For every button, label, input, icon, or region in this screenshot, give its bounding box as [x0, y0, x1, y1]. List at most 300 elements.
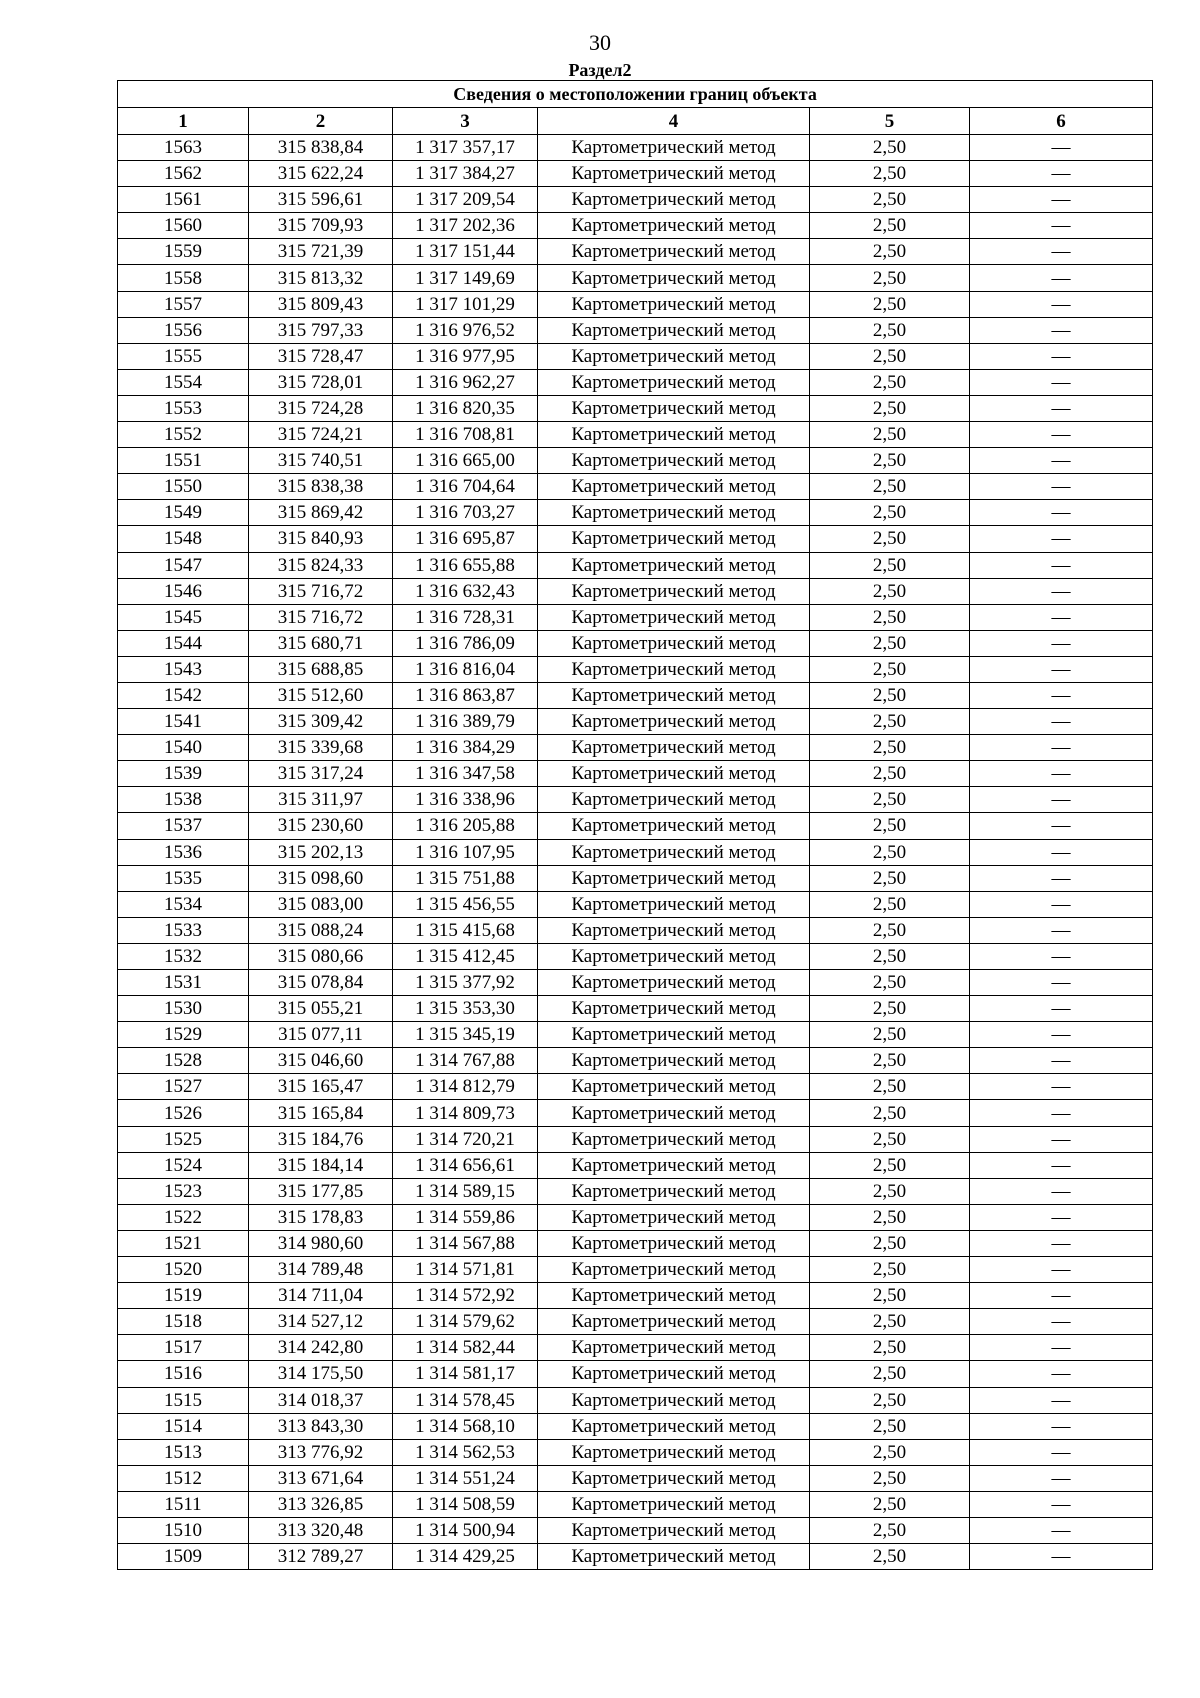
accuracy-cell: 2,50 — [810, 369, 970, 395]
method-cell: Картометрический метод — [538, 1204, 810, 1230]
table-row — [118, 317, 1153, 343]
x-coordinate-cell: 315 309,42 — [249, 709, 393, 735]
accuracy-cell: 2,50 — [810, 161, 970, 187]
accuracy-cell: 2,50 — [810, 474, 970, 500]
description-cell: — — [970, 787, 1153, 813]
point-number-cell: 1541 — [118, 709, 249, 735]
x-coordinate-cell: 313 326,85 — [249, 1491, 393, 1517]
accuracy-cell: 2,50 — [810, 787, 970, 813]
column-number: 5 — [810, 108, 970, 135]
y-coordinate-cell: 1 315 751,88 — [393, 865, 538, 891]
point-number-cell: 1558 — [118, 265, 249, 291]
table-row — [118, 1257, 1153, 1283]
accuracy-cell: 2,50 — [810, 1465, 970, 1491]
description-cell: — — [970, 630, 1153, 656]
point-number-cell: 1513 — [118, 1439, 249, 1465]
point-number-cell: 1521 — [118, 1230, 249, 1256]
accuracy-cell: 2,50 — [810, 682, 970, 708]
method-cell: Картометрический метод — [538, 1309, 810, 1335]
x-coordinate-cell: 315 080,66 — [249, 943, 393, 969]
table-row — [118, 1544, 1153, 1570]
y-coordinate-cell: 1 314 500,94 — [393, 1517, 538, 1543]
y-coordinate-cell: 1 317 357,17 — [393, 135, 538, 161]
point-number-cell: 1548 — [118, 526, 249, 552]
point-number-cell: 1538 — [118, 787, 249, 813]
description-cell: — — [970, 187, 1153, 213]
point-number-cell: 1561 — [118, 187, 249, 213]
method-cell: Картометрический метод — [538, 422, 810, 448]
y-coordinate-cell: 1 317 209,54 — [393, 187, 538, 213]
method-cell: Картометрический метод — [538, 787, 810, 813]
point-number-cell: 1557 — [118, 291, 249, 317]
accuracy-cell: 2,50 — [810, 735, 970, 761]
table-row — [118, 1022, 1153, 1048]
point-number-cell: 1562 — [118, 161, 249, 187]
table-row — [118, 552, 1153, 578]
accuracy-cell: 2,50 — [810, 604, 970, 630]
y-coordinate-cell: 1 314 567,88 — [393, 1230, 538, 1256]
accuracy-cell: 2,50 — [810, 1361, 970, 1387]
y-coordinate-cell: 1 316 704,64 — [393, 474, 538, 500]
accuracy-cell: 2,50 — [810, 213, 970, 239]
method-cell: Картометрический метод — [538, 813, 810, 839]
y-coordinate-cell: 1 316 976,52 — [393, 317, 538, 343]
table-row — [118, 604, 1153, 630]
table-row — [118, 1517, 1153, 1543]
accuracy-cell: 2,50 — [810, 1178, 970, 1204]
point-number-cell: 1529 — [118, 1022, 249, 1048]
table-row — [118, 761, 1153, 787]
table-row — [118, 1387, 1153, 1413]
method-cell: Картометрический метод — [538, 996, 810, 1022]
x-coordinate-cell: 315 824,33 — [249, 552, 393, 578]
y-coordinate-cell: 1 315 345,19 — [393, 1022, 538, 1048]
accuracy-cell: 2,50 — [810, 761, 970, 787]
description-cell: — — [970, 682, 1153, 708]
x-coordinate-cell: 315 840,93 — [249, 526, 393, 552]
point-number-cell: 1533 — [118, 917, 249, 943]
x-coordinate-cell: 315 339,68 — [249, 735, 393, 761]
x-coordinate-cell: 314 789,48 — [249, 1257, 393, 1283]
description-cell: — — [970, 552, 1153, 578]
x-coordinate-cell: 315 622,24 — [249, 161, 393, 187]
y-coordinate-cell: 1 316 107,95 — [393, 839, 538, 865]
description-cell: — — [970, 291, 1153, 317]
description-cell: — — [970, 996, 1153, 1022]
point-number-cell: 1527 — [118, 1074, 249, 1100]
y-coordinate-cell: 1 317 202,36 — [393, 213, 538, 239]
y-coordinate-cell: 1 316 338,96 — [393, 787, 538, 813]
point-number-cell: 1517 — [118, 1335, 249, 1361]
accuracy-cell: 2,50 — [810, 630, 970, 656]
x-coordinate-cell: 315 178,83 — [249, 1204, 393, 1230]
point-number-cell: 1518 — [118, 1309, 249, 1335]
x-coordinate-cell: 315 680,71 — [249, 630, 393, 656]
table-row — [118, 369, 1153, 395]
y-coordinate-cell: 1 316 655,88 — [393, 552, 538, 578]
accuracy-cell: 2,50 — [810, 578, 970, 604]
x-coordinate-cell: 315 078,84 — [249, 970, 393, 996]
point-number-cell: 1524 — [118, 1152, 249, 1178]
method-cell: Картометрический метод — [538, 970, 810, 996]
description-cell: — — [970, 839, 1153, 865]
method-cell: Картометрический метод — [538, 135, 810, 161]
column-number: 6 — [970, 108, 1153, 135]
y-coordinate-cell: 1 316 708,81 — [393, 422, 538, 448]
table-row — [118, 1204, 1153, 1230]
accuracy-cell: 2,50 — [810, 709, 970, 735]
point-number-cell: 1559 — [118, 239, 249, 265]
table-row — [118, 682, 1153, 708]
table-row — [118, 1491, 1153, 1517]
table-row — [118, 917, 1153, 943]
method-cell: Картометрический метод — [538, 552, 810, 578]
x-coordinate-cell: 315 809,43 — [249, 291, 393, 317]
y-coordinate-cell: 1 315 377,92 — [393, 970, 538, 996]
accuracy-cell: 2,50 — [810, 526, 970, 552]
method-cell: Картометрический метод — [538, 682, 810, 708]
column-number: 4 — [538, 108, 810, 135]
description-cell: — — [970, 1439, 1153, 1465]
table-row — [118, 213, 1153, 239]
method-cell: Картометрический метод — [538, 1152, 810, 1178]
point-number-cell: 1546 — [118, 578, 249, 604]
description-cell: — — [970, 1387, 1153, 1413]
description-cell: — — [970, 135, 1153, 161]
accuracy-cell: 2,50 — [810, 343, 970, 369]
y-coordinate-cell: 1 316 820,35 — [393, 395, 538, 421]
y-coordinate-cell: 1 314 809,73 — [393, 1100, 538, 1126]
x-coordinate-cell: 313 776,92 — [249, 1439, 393, 1465]
y-coordinate-cell: 1 315 412,45 — [393, 943, 538, 969]
accuracy-cell: 2,50 — [810, 1152, 970, 1178]
method-cell: Картометрический метод — [538, 656, 810, 682]
table-row — [118, 943, 1153, 969]
method-cell: Картометрический метод — [538, 709, 810, 735]
x-coordinate-cell: 315 724,21 — [249, 422, 393, 448]
method-cell: Картометрический метод — [538, 1283, 810, 1309]
description-cell: — — [970, 1309, 1153, 1335]
point-number-cell: 1519 — [118, 1283, 249, 1309]
method-cell: Картометрический метод — [538, 448, 810, 474]
point-number-cell: 1528 — [118, 1048, 249, 1074]
point-number-cell: 1516 — [118, 1361, 249, 1387]
description-cell: — — [970, 500, 1153, 526]
table-caption: Сведения о местоположении границ объекта — [118, 81, 1153, 108]
description-cell: — — [970, 865, 1153, 891]
y-coordinate-cell: 1 314 720,21 — [393, 1126, 538, 1152]
point-number-cell: 1554 — [118, 369, 249, 395]
description-cell: — — [970, 943, 1153, 969]
accuracy-cell: 2,50 — [810, 891, 970, 917]
table-row — [118, 187, 1153, 213]
description-cell: — — [970, 448, 1153, 474]
accuracy-cell: 2,50 — [810, 448, 970, 474]
point-number-cell: 1543 — [118, 656, 249, 682]
point-number-cell: 1563 — [118, 135, 249, 161]
accuracy-cell: 2,50 — [810, 656, 970, 682]
x-coordinate-cell: 315 230,60 — [249, 813, 393, 839]
description-cell: — — [970, 604, 1153, 630]
x-coordinate-cell: 315 098,60 — [249, 865, 393, 891]
point-number-cell: 1514 — [118, 1413, 249, 1439]
column-number: 3 — [393, 108, 538, 135]
y-coordinate-cell: 1 314 562,53 — [393, 1439, 538, 1465]
point-number-cell: 1549 — [118, 500, 249, 526]
description-cell: — — [970, 369, 1153, 395]
description-cell: — — [970, 474, 1153, 500]
point-number-cell: 1547 — [118, 552, 249, 578]
accuracy-cell: 2,50 — [810, 1074, 970, 1100]
table-row — [118, 1309, 1153, 1335]
accuracy-cell: 2,50 — [810, 239, 970, 265]
point-number-cell: 1553 — [118, 395, 249, 421]
point-number-cell: 1520 — [118, 1257, 249, 1283]
table-row — [118, 135, 1153, 161]
accuracy-cell: 2,50 — [810, 1204, 970, 1230]
description-cell: — — [970, 1126, 1153, 1152]
point-number-cell: 1511 — [118, 1491, 249, 1517]
x-coordinate-cell: 315 838,38 — [249, 474, 393, 500]
method-cell: Картометрический метод — [538, 1491, 810, 1517]
accuracy-cell: 2,50 — [810, 1517, 970, 1543]
y-coordinate-cell: 1 314 581,17 — [393, 1361, 538, 1387]
table-row — [118, 578, 1153, 604]
y-coordinate-cell: 1 315 456,55 — [393, 891, 538, 917]
method-cell: Картометрический метод — [538, 917, 810, 943]
x-coordinate-cell: 315 709,93 — [249, 213, 393, 239]
point-number-cell: 1537 — [118, 813, 249, 839]
x-coordinate-cell: 315 202,13 — [249, 839, 393, 865]
x-coordinate-cell: 315 088,24 — [249, 917, 393, 943]
y-coordinate-cell: 1 314 767,88 — [393, 1048, 538, 1074]
description-cell: — — [970, 709, 1153, 735]
method-cell: Картометрический метод — [538, 239, 810, 265]
y-coordinate-cell: 1 316 695,87 — [393, 526, 538, 552]
description-cell: — — [970, 1022, 1153, 1048]
accuracy-cell: 2,50 — [810, 1048, 970, 1074]
table-row — [118, 813, 1153, 839]
point-number-cell: 1545 — [118, 604, 249, 630]
method-cell: Картометрический метод — [538, 891, 810, 917]
table-row — [118, 1178, 1153, 1204]
x-coordinate-cell: 313 843,30 — [249, 1413, 393, 1439]
description-cell: — — [970, 239, 1153, 265]
x-coordinate-cell: 315 317,24 — [249, 761, 393, 787]
y-coordinate-cell: 1 314 589,15 — [393, 1178, 538, 1204]
point-number-cell: 1510 — [118, 1517, 249, 1543]
x-coordinate-cell: 315 838,84 — [249, 135, 393, 161]
point-number-cell: 1560 — [118, 213, 249, 239]
accuracy-cell: 2,50 — [810, 395, 970, 421]
y-coordinate-cell: 1 314 578,45 — [393, 1387, 538, 1413]
y-coordinate-cell: 1 316 384,29 — [393, 735, 538, 761]
description-cell: — — [970, 343, 1153, 369]
point-number-cell: 1525 — [118, 1126, 249, 1152]
table-row — [118, 839, 1153, 865]
description-cell: — — [970, 1465, 1153, 1491]
x-coordinate-cell: 314 711,04 — [249, 1283, 393, 1309]
method-cell: Картометрический метод — [538, 369, 810, 395]
description-cell: — — [970, 1257, 1153, 1283]
description-cell: — — [970, 1204, 1153, 1230]
x-coordinate-cell: 315 721,39 — [249, 239, 393, 265]
y-coordinate-cell: 1 316 863,87 — [393, 682, 538, 708]
description-cell: — — [970, 970, 1153, 996]
accuracy-cell: 2,50 — [810, 917, 970, 943]
point-number-cell: 1522 — [118, 1204, 249, 1230]
point-number-cell: 1551 — [118, 448, 249, 474]
method-cell: Картометрический метод — [538, 1048, 810, 1074]
x-coordinate-cell: 315 311,97 — [249, 787, 393, 813]
y-coordinate-cell: 1 314 656,61 — [393, 1152, 538, 1178]
table-row — [118, 1230, 1153, 1256]
method-cell: Картометрический метод — [538, 500, 810, 526]
description-cell: — — [970, 1491, 1153, 1517]
x-coordinate-cell: 315 184,76 — [249, 1126, 393, 1152]
point-number-cell: 1556 — [118, 317, 249, 343]
method-cell: Картометрический метод — [538, 395, 810, 421]
coordinates-table — [117, 80, 1153, 1570]
point-number-cell: 1523 — [118, 1178, 249, 1204]
method-cell: Картометрический метод — [538, 1022, 810, 1048]
point-number-cell: 1536 — [118, 839, 249, 865]
x-coordinate-cell: 315 688,85 — [249, 656, 393, 682]
x-coordinate-cell: 314 527,12 — [249, 1309, 393, 1335]
y-coordinate-cell: 1 316 703,27 — [393, 500, 538, 526]
method-cell: Картометрический метод — [538, 1257, 810, 1283]
description-cell: — — [970, 422, 1153, 448]
method-cell: Картометрический метод — [538, 317, 810, 343]
point-number-cell: 1544 — [118, 630, 249, 656]
accuracy-cell: 2,50 — [810, 135, 970, 161]
y-coordinate-cell: 1 316 816,04 — [393, 656, 538, 682]
x-coordinate-cell: 315 055,21 — [249, 996, 393, 1022]
accuracy-cell: 2,50 — [810, 1491, 970, 1517]
accuracy-cell: 2,50 — [810, 1387, 970, 1413]
point-number-cell: 1512 — [118, 1465, 249, 1491]
method-cell: Картометрический метод — [538, 578, 810, 604]
accuracy-cell: 2,50 — [810, 865, 970, 891]
column-number: 1 — [118, 108, 249, 135]
description-cell: — — [970, 1335, 1153, 1361]
y-coordinate-cell: 1 314 572,92 — [393, 1283, 538, 1309]
y-coordinate-cell: 1 317 101,29 — [393, 291, 538, 317]
table-row — [118, 630, 1153, 656]
point-number-cell: 1535 — [118, 865, 249, 891]
accuracy-cell: 2,50 — [810, 265, 970, 291]
table-row — [118, 422, 1153, 448]
description-cell: — — [970, 395, 1153, 421]
method-cell: Картометрический метод — [538, 630, 810, 656]
accuracy-cell: 2,50 — [810, 552, 970, 578]
description-cell: — — [970, 1074, 1153, 1100]
description-cell: — — [970, 317, 1153, 343]
accuracy-cell: 2,50 — [810, 943, 970, 969]
method-cell: Картометрический метод — [538, 1126, 810, 1152]
description-cell: — — [970, 526, 1153, 552]
x-coordinate-cell: 315 046,60 — [249, 1048, 393, 1074]
point-number-cell: 1531 — [118, 970, 249, 996]
y-coordinate-cell: 1 316 632,43 — [393, 578, 538, 604]
table-row — [118, 656, 1153, 682]
description-cell: — — [970, 1100, 1153, 1126]
section-title: Раздел2 — [568, 60, 632, 80]
x-coordinate-cell: 314 242,80 — [249, 1335, 393, 1361]
table-row — [118, 395, 1153, 421]
y-coordinate-cell: 1 315 353,30 — [393, 996, 538, 1022]
accuracy-cell: 2,50 — [810, 1022, 970, 1048]
point-number-cell: 1534 — [118, 891, 249, 917]
y-coordinate-cell: 1 314 559,86 — [393, 1204, 538, 1230]
accuracy-cell: 2,50 — [810, 187, 970, 213]
point-number-cell: 1540 — [118, 735, 249, 761]
x-coordinate-cell: 315 077,11 — [249, 1022, 393, 1048]
x-coordinate-cell: 315 728,47 — [249, 343, 393, 369]
method-cell: Картометрический метод — [538, 265, 810, 291]
table-row — [118, 1152, 1153, 1178]
description-cell: — — [970, 917, 1153, 943]
point-number-cell: 1542 — [118, 682, 249, 708]
description-cell: — — [970, 1413, 1153, 1439]
method-cell: Картометрический метод — [538, 1413, 810, 1439]
x-coordinate-cell: 315 740,51 — [249, 448, 393, 474]
accuracy-cell: 2,50 — [810, 317, 970, 343]
x-coordinate-cell: 315 869,42 — [249, 500, 393, 526]
table-row — [118, 1126, 1153, 1152]
method-cell: Картометрический метод — [538, 839, 810, 865]
method-cell: Картометрический метод — [538, 161, 810, 187]
y-coordinate-cell: 1 314 551,24 — [393, 1465, 538, 1491]
table-row — [118, 1465, 1153, 1491]
table-row — [118, 970, 1153, 996]
column-number: 2 — [249, 108, 393, 135]
page-number: 30 — [589, 30, 611, 55]
table-row — [118, 1074, 1153, 1100]
table-row — [118, 1335, 1153, 1361]
table-row — [118, 1439, 1153, 1465]
y-coordinate-cell: 1 314 568,10 — [393, 1413, 538, 1439]
description-cell: — — [970, 1152, 1153, 1178]
point-number-cell: 1552 — [118, 422, 249, 448]
y-coordinate-cell: 1 314 429,25 — [393, 1544, 538, 1570]
description-cell: — — [970, 578, 1153, 604]
y-coordinate-cell: 1 315 415,68 — [393, 917, 538, 943]
method-cell: Картометрический метод — [538, 865, 810, 891]
table-row — [118, 448, 1153, 474]
method-cell: Картометрический метод — [538, 735, 810, 761]
table-row — [118, 1100, 1153, 1126]
table-row — [118, 291, 1153, 317]
method-cell: Картометрический метод — [538, 1544, 810, 1570]
point-number-cell: 1515 — [118, 1387, 249, 1413]
accuracy-cell: 2,50 — [810, 813, 970, 839]
description-cell: — — [970, 813, 1153, 839]
y-coordinate-cell: 1 316 205,88 — [393, 813, 538, 839]
table-row — [118, 474, 1153, 500]
description-cell: — — [970, 1178, 1153, 1204]
method-cell: Картометрический метод — [538, 1465, 810, 1491]
method-cell: Картометрический метод — [538, 1335, 810, 1361]
x-coordinate-cell: 314 018,37 — [249, 1387, 393, 1413]
y-coordinate-cell: 1 316 347,58 — [393, 761, 538, 787]
y-coordinate-cell: 1 314 582,44 — [393, 1335, 538, 1361]
accuracy-cell: 2,50 — [810, 1100, 970, 1126]
x-coordinate-cell: 314 980,60 — [249, 1230, 393, 1256]
table-row — [118, 526, 1153, 552]
y-coordinate-cell: 1 316 389,79 — [393, 709, 538, 735]
x-coordinate-cell: 315 797,33 — [249, 317, 393, 343]
